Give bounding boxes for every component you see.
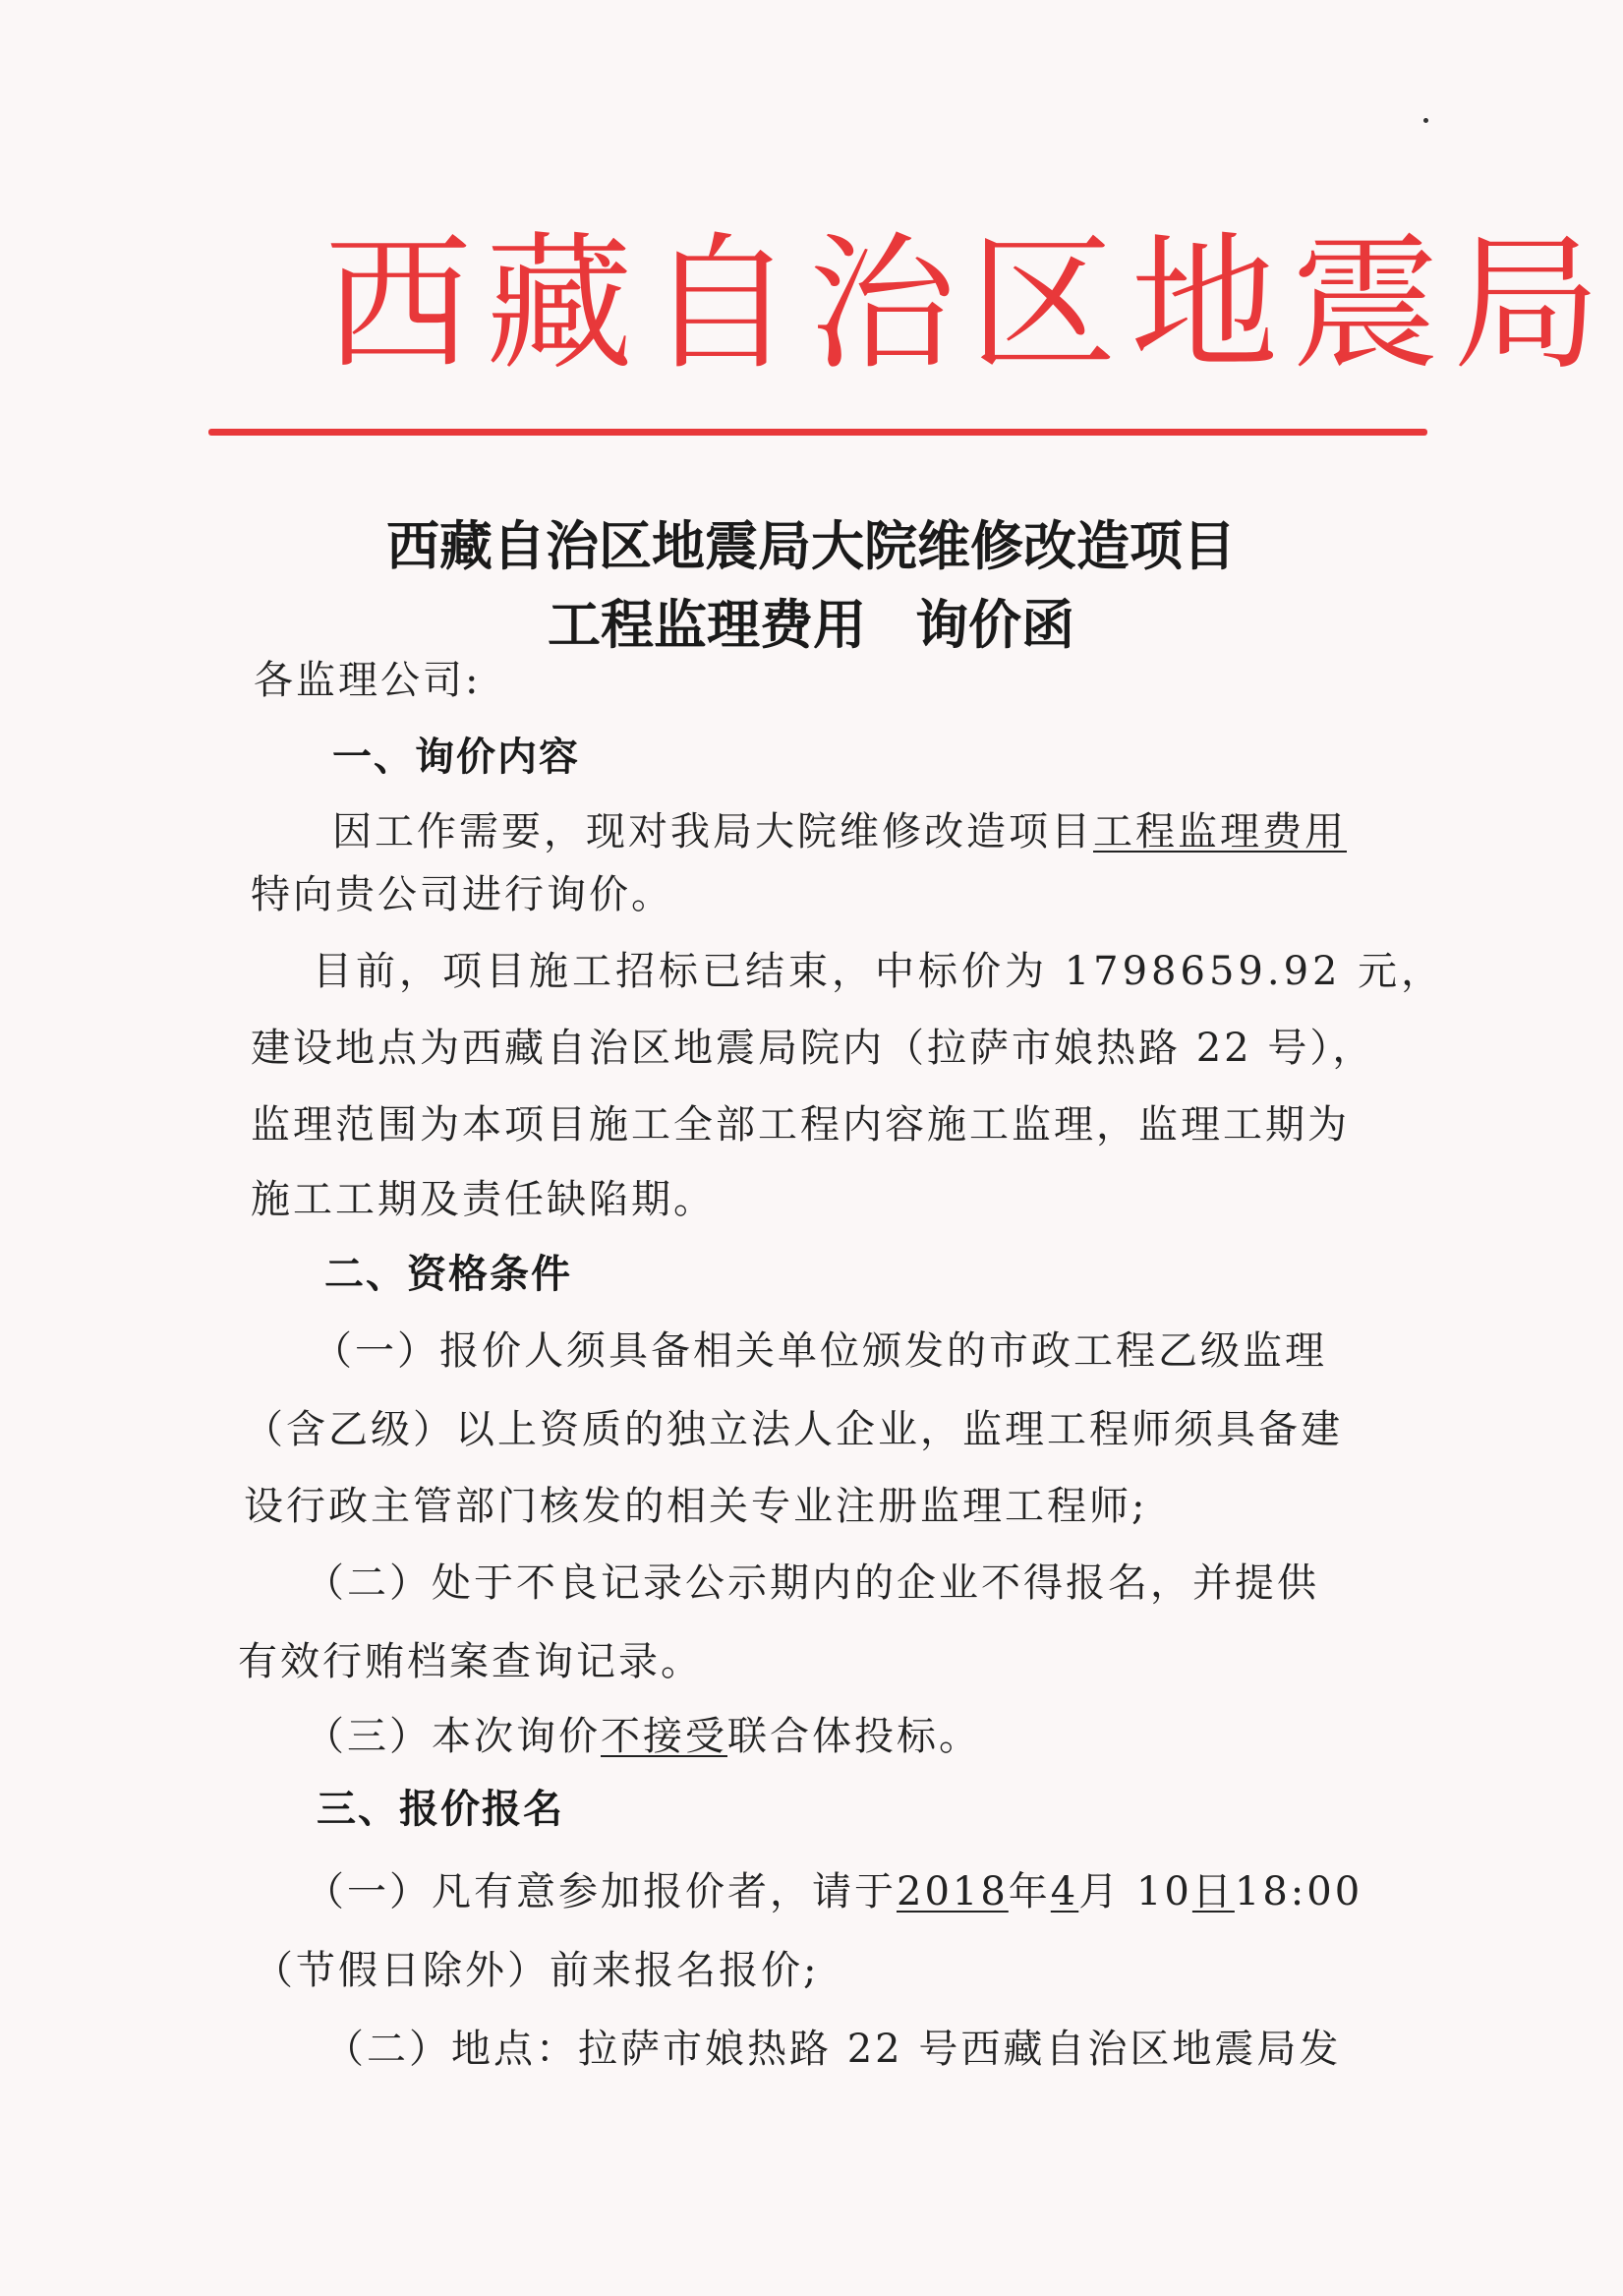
- s2-i3-underlined: 不接受: [601, 1714, 727, 1759]
- s3-i1-text: （一）凡有意参加报价者，请于: [305, 1869, 897, 1914]
- s3-item-1-line-1: [305, 1864, 1362, 1919]
- s3-i1-day-char: 日: [1191, 1869, 1235, 1914]
- s1-p1-text: 因工作需要，现对我局大院维修改造项目: [332, 809, 1093, 854]
- section-2-heading: 二、资格条件: [324, 1251, 572, 1297]
- s3-i1-time: 18:00: [1234, 1869, 1363, 1914]
- s1-paragraph-1-line-2: 特向贵公司进行询价。: [251, 872, 673, 917]
- s2-item-1-line-1: （一）报价人须具备相关单位颁发的市政工程乙级监理: [313, 1328, 1327, 1374]
- s2-item-3: [305, 1709, 981, 1764]
- document-title-line-1: 西藏自治区地震局大院维修改造项目: [386, 514, 1236, 577]
- s2-item-2-line-1: （二）处于不良记录公示期内的企业不得报名，并提供: [305, 1560, 1319, 1606]
- s3-i1-year-char: 年: [1008, 1869, 1051, 1914]
- scan-speck: [1423, 118, 1428, 123]
- document-title-part-a: 工程监理费用: [548, 593, 866, 656]
- s3-i1-month-day: 月 10: [1078, 1869, 1192, 1914]
- document-title-part-b: 询价函: [915, 593, 1074, 656]
- s1-paragraph-2-line-2: 建设地点为西藏自治区地震局院内（拉萨市娘热路 22 号），: [251, 1026, 1375, 1071]
- s3-item-2-line-1: （二）地点：拉萨市娘热路 22 号西藏自治区地震局发: [324, 2027, 1342, 2072]
- salutation: 各监理公司:: [254, 658, 482, 703]
- section-1-heading: 一、询价内容: [332, 734, 580, 780]
- section-3-heading: 三、报价报名: [317, 1786, 564, 1832]
- letterhead-title: 西藏自治区地震局: [324, 219, 1615, 390]
- s2-item-1-line-3: 设行政主管部门核发的相关专业注册监理工程师;: [244, 1484, 1148, 1529]
- s1-paragraph-2-line-3: 监理范围为本项目施工全部工程内容施工监理，监理工期为: [251, 1102, 1350, 1148]
- s1-paragraph-2-line-1: 目前，项目施工招标已结束，中标价为 1798659.92 元，: [313, 949, 1445, 994]
- s3-item-1-line-2: （节假日除外）前来报名报价;: [254, 1948, 820, 1993]
- s2-i3-text-a: （三）本次询价: [305, 1714, 601, 1759]
- letterhead-red-rule: [208, 429, 1427, 436]
- s1-paragraph-1-line-1: [332, 804, 1347, 859]
- s1-paragraph-2-line-4: 施工工期及责任缺陷期。: [251, 1177, 716, 1222]
- document-title-line-2: [246, 590, 1376, 659]
- s1-p1-underlined: 工程监理费用: [1093, 809, 1347, 854]
- s3-i1-month: 4: [1050, 1869, 1079, 1914]
- s2-item-2-line-2: 有效行贿档案查询记录。: [238, 1639, 703, 1684]
- s3-i1-year: 2018: [897, 1869, 1009, 1914]
- s2-i3-text-b: 联合体投标。: [727, 1714, 981, 1759]
- s2-item-1-line-2: （含乙级）以上资质的独立法人企业，监理工程师须具备建: [244, 1407, 1343, 1452]
